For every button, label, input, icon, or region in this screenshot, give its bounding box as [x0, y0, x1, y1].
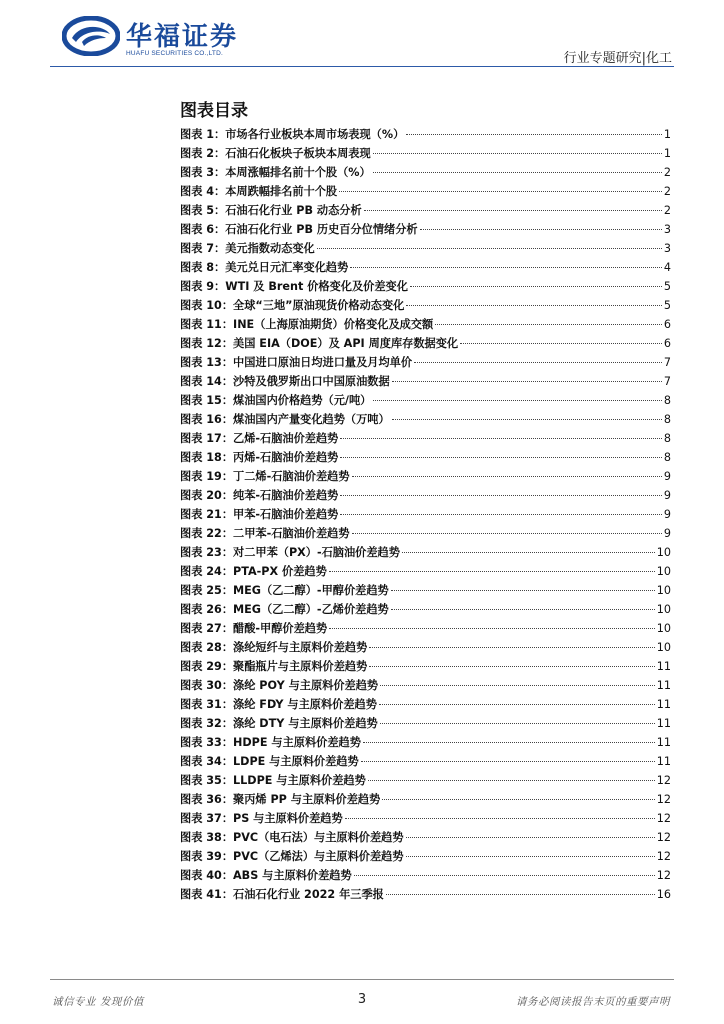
toc-entry-page: 9	[663, 470, 671, 483]
toc-entry[interactable]	[180, 315, 671, 334]
toc-entry[interactable]	[180, 771, 671, 790]
toc-leader-dots	[329, 628, 655, 629]
toc-entry-page: 11	[656, 679, 671, 692]
toc-entry-label: 图表 16：煤油国内产量变化趋势（万吨）	[180, 413, 390, 426]
toc-entry-label: 图表 14：沙特及俄罗斯出口中国原油数据	[180, 375, 390, 388]
toc-entry[interactable]	[180, 543, 671, 562]
toc-entry[interactable]	[180, 524, 671, 543]
toc-entry[interactable]	[180, 866, 671, 885]
toc-entry-page: 11	[656, 755, 671, 768]
toc-entry[interactable]	[180, 410, 671, 429]
toc-entry-label: 图表 36：聚丙烯 PP 与主原料价差趋势	[180, 793, 381, 806]
toc-entry[interactable]	[180, 201, 671, 220]
toc-entry-label: 图表 6：石油石化行业 PB 历史百分位情绪分析	[180, 223, 418, 236]
toc-entry[interactable]	[180, 296, 671, 315]
toc-leader-dots	[339, 191, 662, 192]
toc-entry-page: 6	[663, 318, 671, 331]
toc-entry-page: 10	[656, 565, 671, 578]
toc-entry-page: 12	[656, 869, 671, 882]
toc-entry-page: 5	[663, 299, 671, 312]
footer-disclaimer: 请务必阅读报告末页的重要声明	[516, 996, 670, 1008]
toc-entry-page: 10	[656, 584, 671, 597]
toc-entry-page: 12	[656, 774, 671, 787]
toc-entry-label: 图表 10：全球“三地”原油现货价格动态变化	[180, 299, 405, 312]
toc-entry[interactable]	[180, 505, 671, 524]
toc-entry-page: 8	[663, 413, 671, 426]
toc-leader-dots	[352, 476, 662, 477]
toc-entry-label: 图表 35：LLDPE 与主原料价差趋势	[180, 774, 366, 787]
toc-entry-page: 16	[656, 888, 671, 901]
toc-entry[interactable]	[180, 258, 671, 277]
toc-entry[interactable]	[180, 277, 671, 296]
toc-entry[interactable]	[180, 638, 671, 657]
toc-entry[interactable]	[180, 163, 671, 182]
toc-entry-page: 9	[663, 527, 671, 540]
toc-leader-dots	[352, 533, 662, 534]
toc-leader-dots	[460, 343, 662, 344]
toc-entry-label: 图表 20：纯苯-石脑油价差趋势	[180, 489, 339, 502]
toc-entry-page: 10	[656, 546, 671, 559]
toc-entry[interactable]	[180, 752, 671, 771]
toc-entry-page: 12	[656, 831, 671, 844]
toc-entry-page: 1	[663, 128, 671, 141]
toc-entry-page: 8	[663, 394, 671, 407]
toc-entry-label: 图表 1：市场各行业板块本周市场表现（%）	[180, 128, 405, 141]
toc-leader-dots	[382, 799, 654, 800]
toc-leader-dots	[345, 818, 655, 819]
toc-list	[180, 125, 671, 904]
toc-entry[interactable]	[180, 448, 671, 467]
toc-entry-page: 9	[663, 508, 671, 521]
toc-leader-dots	[406, 134, 662, 135]
toc-entry-label: 图表 5：石油石化行业 PB 动态分析	[180, 204, 362, 217]
toc-leader-dots	[373, 400, 662, 401]
toc-entry-label: 图表 12：美国 EIA（DOE）及 API 周度库存数据变化	[180, 337, 459, 350]
toc-entry[interactable]	[180, 486, 671, 505]
toc-leader-dots	[435, 324, 662, 325]
toc-entry-label: 图表 34：LDPE 与主原料价差趋势	[180, 755, 359, 768]
huafu-logo-icon	[62, 16, 120, 56]
toc-leader-dots	[369, 666, 654, 667]
header-divider	[50, 66, 674, 67]
toc-entry-label: 图表 33：HDPE 与主原料价差趋势	[180, 736, 361, 749]
toc-entry-label: 图表 32：涤纶 DTY 与主原料价差趋势	[180, 717, 378, 730]
toc-entry-page: 10	[656, 603, 671, 616]
toc-leader-dots	[402, 552, 655, 553]
toc-entry-page: 8	[663, 451, 671, 464]
toc-entry[interactable]	[180, 619, 671, 638]
logo-chinese-name: 华福证券	[126, 22, 239, 52]
report-section: 行业专题研究|化工	[563, 51, 672, 66]
toc-entry-page: 9	[663, 489, 671, 502]
toc-entry-page: 3	[663, 223, 671, 236]
footer-slogan: 诚信专业 发现价值	[52, 996, 144, 1008]
toc-entry-page: 10	[656, 641, 671, 654]
toc-entry[interactable]	[180, 353, 671, 372]
toc-entry-page: 7	[663, 375, 671, 388]
toc-leader-dots	[406, 837, 655, 838]
toc-entry-label: 图表 39：PVC（乙烯法）与主原料价差趋势	[180, 850, 404, 863]
toc-entry-label: 图表 37：PS 与主原料价差趋势	[180, 812, 343, 825]
toc-entry[interactable]	[180, 220, 671, 239]
toc-entry-label: 图表 25：MEG（乙二醇）-甲醇价差趋势	[180, 584, 389, 597]
toc-entry[interactable]	[180, 372, 671, 391]
toc-entry[interactable]	[180, 391, 671, 410]
toc-entry-label: 图表 30：涤纶 POY 与主原料价差趋势	[180, 679, 379, 692]
toc-entry-label: 图表 24：PTA-PX 价差趋势	[180, 565, 327, 578]
toc-entry-label: 图表 18：丙烯-石脑油价差趋势	[180, 451, 339, 464]
toc-entry-label: 图表 28：涤纶短纤与主原料价差趋势	[180, 641, 368, 654]
toc-entry-label: 图表 2：石油石化板块子板块本周表现	[180, 147, 371, 160]
toc-entry[interactable]	[180, 144, 671, 163]
toc-entry[interactable]	[180, 676, 671, 695]
toc-entry-label: 图表 22：二甲苯-石脑油价差趋势	[180, 527, 350, 540]
toc-leader-dots	[340, 438, 662, 439]
page-number: 3	[357, 992, 367, 1007]
toc-entry-label: 图表 15：煤油国内价格趋势（元/吨）	[180, 394, 372, 407]
toc-entry-label: 图表 13：中国进口原油日均进口量及月均单价	[180, 356, 413, 369]
toc-entry-page: 8	[663, 432, 671, 445]
toc-entry[interactable]	[180, 809, 671, 828]
toc-entry[interactable]	[180, 334, 671, 353]
toc-leader-dots	[369, 647, 654, 648]
toc-entry[interactable]	[180, 182, 671, 201]
toc-entry[interactable]	[180, 733, 671, 752]
toc-entry[interactable]	[180, 714, 671, 733]
toc-entry-label: 图表 9：WTI 及 Brent 价格变化及价差变化	[180, 280, 408, 293]
toc-entry-page: 7	[663, 356, 671, 369]
toc-entry[interactable]	[180, 828, 671, 847]
toc-entry-page: 12	[656, 850, 671, 863]
toc-entry[interactable]	[180, 790, 671, 809]
logo-english-name: HUAFU SECURITIES CO.,LTD.	[126, 50, 223, 57]
toc-leader-dots	[392, 381, 662, 382]
toc-entry-label: 图表 29：聚酯瓶片与主原料价差趋势	[180, 660, 368, 673]
toc-leader-dots	[379, 704, 655, 705]
toc-leader-dots	[373, 172, 662, 173]
toc-leader-dots	[340, 495, 662, 496]
toc-entry-page: 3	[663, 242, 671, 255]
toc-entry-page: 4	[663, 261, 671, 274]
toc-leader-dots	[350, 267, 662, 268]
toc-entry[interactable]	[180, 467, 671, 486]
toc-leader-dots	[414, 362, 662, 363]
toc-entry[interactable]	[180, 657, 671, 676]
toc-entry-label: 图表 26：MEG（乙二醇）-乙烯价差趋势	[180, 603, 389, 616]
toc-leader-dots	[329, 571, 655, 572]
toc-entry-page: 12	[656, 793, 671, 806]
toc-entry[interactable]	[180, 125, 671, 144]
company-logo	[62, 14, 252, 64]
toc-entry-page: 2	[663, 166, 671, 179]
toc-title: 图表目录	[180, 101, 248, 121]
toc-entry[interactable]	[180, 600, 671, 619]
toc-entry[interactable]	[180, 581, 671, 600]
toc-leader-dots	[391, 590, 655, 591]
toc-entry-label: 图表 23：对二甲苯（PX）-石脑油价差趋势	[180, 546, 400, 559]
toc-leader-dots	[380, 685, 655, 686]
toc-leader-dots	[373, 153, 662, 154]
toc-leader-dots	[368, 780, 655, 781]
toc-entry-label: 图表 8：美元兑日元汇率变化趋势	[180, 261, 349, 274]
toc-entry-label: 图表 41：石油石化行业 2022 年三季报	[180, 888, 384, 901]
toc-leader-dots	[392, 419, 662, 420]
toc-entry-label: 图表 11：INE（上海原油期货）价格变化及成交额	[180, 318, 434, 331]
toc-entry-label: 图表 27：醋酸-甲醇价差趋势	[180, 622, 328, 635]
toc-entry-label: 图表 21：甲苯-石脑油价差趋势	[180, 508, 339, 521]
toc-leader-dots	[380, 723, 655, 724]
toc-leader-dots	[340, 457, 662, 458]
toc-entry-page: 10	[656, 622, 671, 635]
toc-entry[interactable]	[180, 429, 671, 448]
toc-entry-label: 图表 31：涤纶 FDY 与主原料价差趋势	[180, 698, 377, 711]
toc-entry-label: 图表 4：本周跌幅排名前十个股	[180, 185, 338, 198]
footer-divider	[50, 979, 674, 980]
toc-entry[interactable]	[180, 239, 671, 258]
toc-entry-label: 图表 3：本周涨幅排名前十个股（%）	[180, 166, 371, 179]
toc-leader-dots	[354, 875, 655, 876]
toc-entry-page: 11	[656, 660, 671, 673]
toc-entry-label: 图表 19：丁二烯-石脑油价差趋势	[180, 470, 350, 483]
toc-entry-page: 12	[656, 812, 671, 825]
toc-leader-dots	[340, 514, 662, 515]
toc-leader-dots	[420, 229, 662, 230]
toc-entry[interactable]	[180, 847, 671, 866]
toc-leader-dots	[317, 248, 662, 249]
toc-entry[interactable]	[180, 695, 671, 714]
toc-entry-label: 图表 17：乙烯-石脑油价差趋势	[180, 432, 339, 445]
toc-entry-page: 2	[663, 185, 671, 198]
toc-leader-dots	[386, 894, 655, 895]
toc-entry[interactable]	[180, 562, 671, 581]
toc-entry-page: 11	[656, 698, 671, 711]
toc-entry-page: 1	[663, 147, 671, 160]
toc-leader-dots	[406, 305, 662, 306]
toc-entry-page: 11	[656, 717, 671, 730]
toc-entry[interactable]	[180, 885, 671, 904]
toc-leader-dots	[364, 210, 662, 211]
toc-entry-page: 11	[656, 736, 671, 749]
toc-entry-label: 图表 7：美元指数动态变化	[180, 242, 315, 255]
toc-leader-dots	[391, 609, 655, 610]
toc-entry-page: 2	[663, 204, 671, 217]
toc-entry-label: 图表 38：PVC（电石法）与主原料价差趋势	[180, 831, 404, 844]
toc-entry-page: 5	[663, 280, 671, 293]
toc-leader-dots	[410, 286, 662, 287]
toc-entry-label: 图表 40：ABS 与主原料价差趋势	[180, 869, 352, 882]
toc-leader-dots	[363, 742, 655, 743]
toc-leader-dots	[406, 856, 655, 857]
toc-leader-dots	[361, 761, 655, 762]
toc-entry-page: 6	[663, 337, 671, 350]
